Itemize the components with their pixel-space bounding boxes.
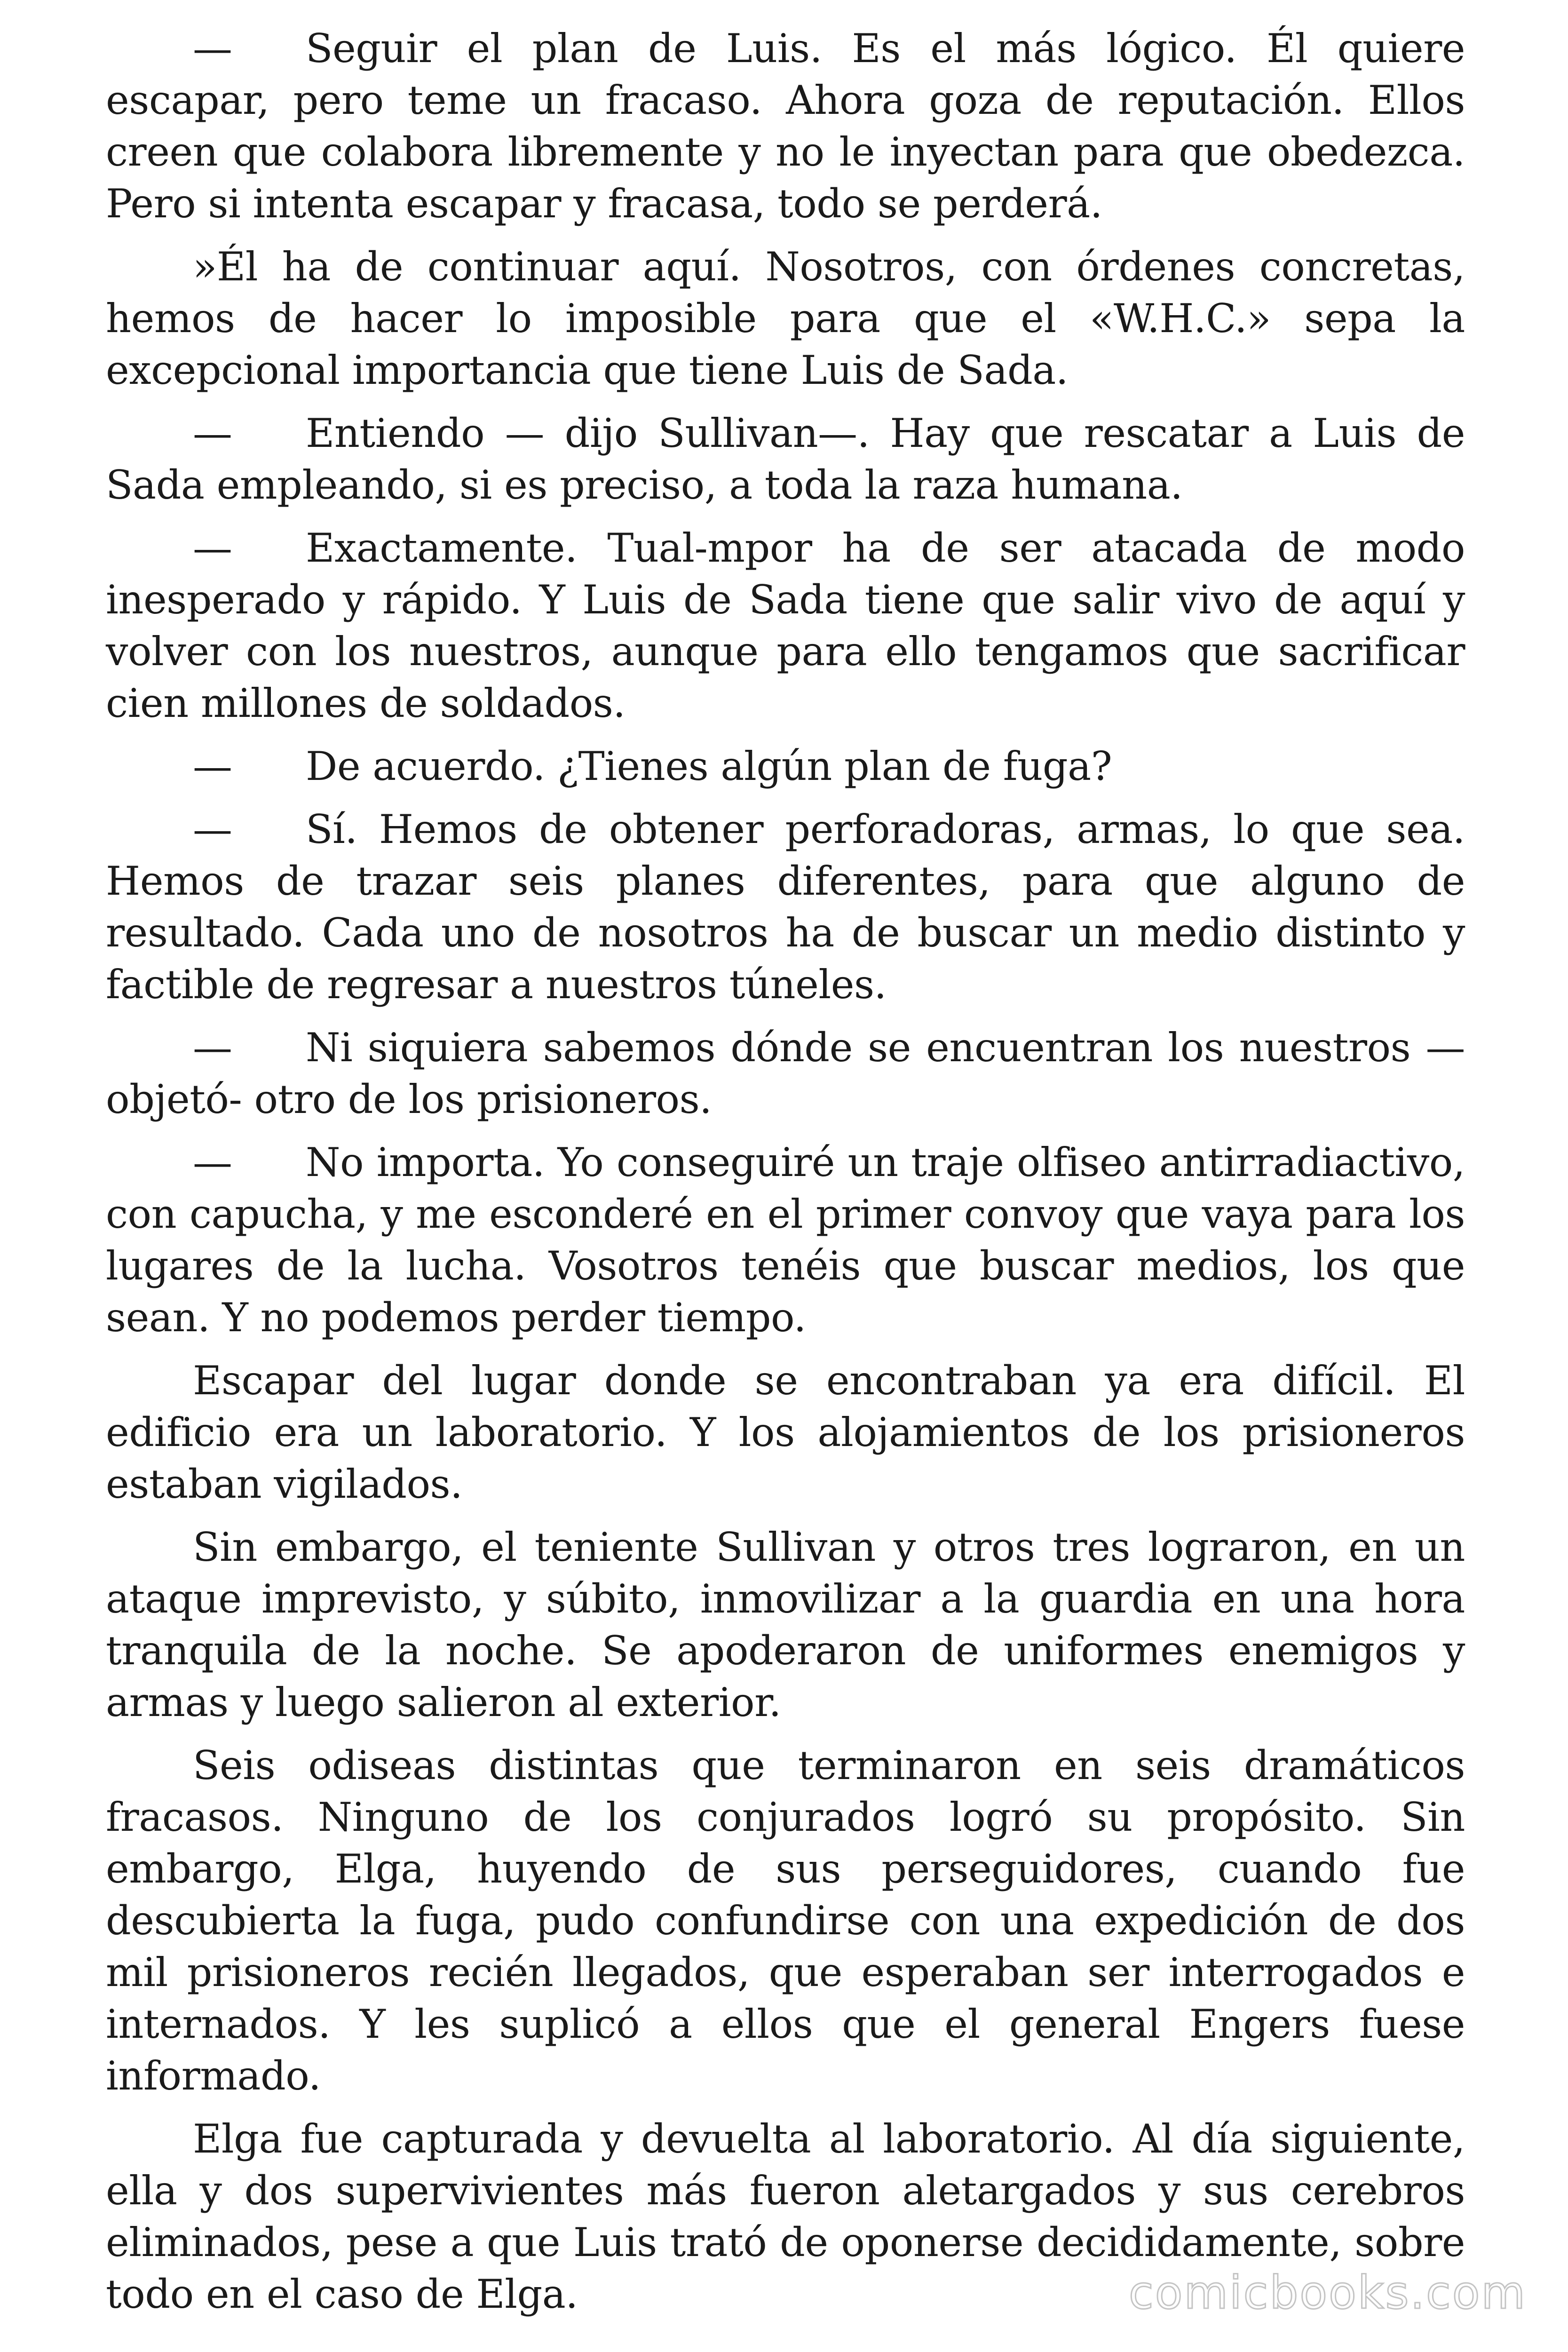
paragraph-text: Sí. Hemos de obtener perforadoras, armas, lo que sea. Hemos de trazar seis planes diferentes, para que alguno de resultado. Cada uno de nosotros ha de buscar un medio distinto y factible de regresar a nuestros túneles. <box>106 806 1465 1008</box>
paragraph <box>106 1136 1465 1343</box>
paragraph <box>106 740 1465 792</box>
paragraph-text: Entiendo — dijo Sullivan—. Hay que rescatar a Luis de Sada empleando, si es preciso, a toda la raza humana. <box>106 410 1465 508</box>
paragraph-text: De acuerdo. ¿Tienes algún plan de fuga? <box>306 743 1112 789</box>
paragraph-text: »Él ha de continuar aquí. Nosotros, con órdenes concretas, hemos de hacer lo imposible para que el «W.H.C.» sepa la excepcional importancia que tiene Luis de Sada. <box>106 244 1465 393</box>
dialogue-dash: — <box>193 743 232 789</box>
paragraph <box>106 522 1465 729</box>
paragraph-text: Exactamente. Tual-mpor ha de ser atacada de modo inesperado y rápido. Y Luis de Sada tiene que salir vivo de aquí y volver con los nuestros, aunque para ello tengamos que sacrificar cien millones de soldados. <box>106 525 1465 726</box>
paragraph <box>106 1355 1465 1510</box>
paragraph-text: Elga fue capturada y devuelta al laboratorio. Al día siguiente, ella y dos supervivientes más fueron aletargados y sus cerebros eliminados, pese a que Luis trató de oponerse decididamente, sobre todo en el caso de Elga. <box>106 2116 1465 2317</box>
paragraph <box>106 1521 1465 1728</box>
paragraph <box>106 1740 1465 2102</box>
paragraph <box>106 1022 1465 1125</box>
dialogue-dash: — <box>193 1139 232 1185</box>
paragraph-text: Seguir el plan de Luis. Es el más lógico. Él quiere escapar, pero teme un fracaso. Ahora goza de reputación. Ellos creen que colabora libremente y no le inyectan para que obedezca. Pero si intenta escapar y fracasa, todo se perderá. <box>106 25 1465 227</box>
dialogue-dash: — <box>193 25 232 72</box>
paragraph <box>106 407 1465 511</box>
dialogue-dash: — <box>193 806 232 852</box>
dialogue-dash: — <box>193 410 232 456</box>
paragraph-text: No importa. Yo conseguiré un traje olfiseo antirradiactivo, con capucha, y me esconderé en el primer convoy que vaya para los lugares de la lucha. Vosotros tenéis que buscar medios, los que sean. Y no podemos perder tiempo. <box>106 1139 1465 1341</box>
paragraph-text: Seis odiseas distintas que terminaron en seis dramáticos fracasos. Ninguno de los conjurados logró su propósito. Sin embargo, Elga, huyendo de sus perseguidores, cuando fue descubierta la fuga, pudo confundirse con una expedición de dos mil prisioneros recién llegados, que esperaban ser interrogados e internados. Y les suplicó a ellos que el general Engers fuese informado. <box>106 1742 1465 2099</box>
dialogue-dash: — <box>193 1025 232 1071</box>
paragraph <box>106 241 1465 396</box>
paragraph-text: Escapar del lugar donde se encontraban ya era difícil. El edificio era un laboratorio. Y los alojamientos de los prisioneros estaban vigilados. <box>106 1358 1465 1507</box>
dialogue-dash: — <box>193 525 232 571</box>
paragraph-text: Ni siquiera sabemos dónde se encuentran los nuestros — objetó- otro de los prisioneros. <box>106 1025 1465 1122</box>
paragraph <box>106 23 1465 230</box>
paragraph <box>106 803 1465 1010</box>
page-body <box>106 23 1465 2331</box>
watermark: comicbooks.com <box>1128 2266 1527 2319</box>
paragraph-text: Sin embargo, el teniente Sullivan y otros tres lograron, en un ataque imprevisto, y súbito, inmovilizar a la guardia en una hora tranquila de la noche. Se apoderaron de uniformes enemigos y armas y luego salieron al exterior. <box>106 1524 1465 1725</box>
